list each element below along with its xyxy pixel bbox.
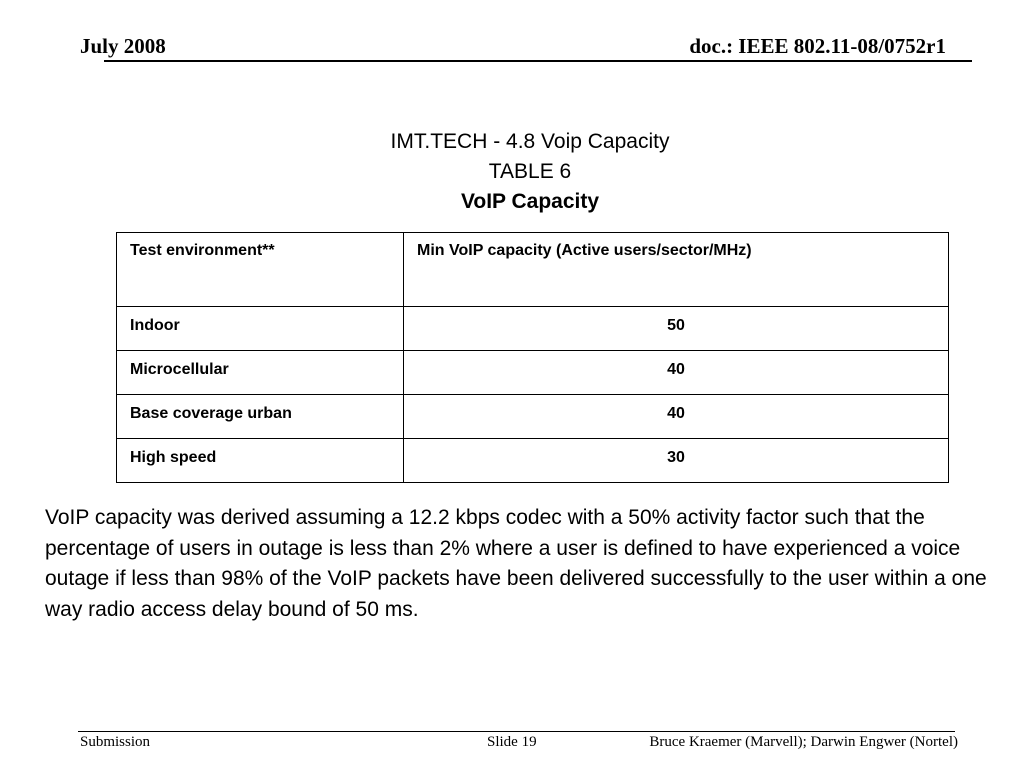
capacity-cell: 50	[404, 307, 949, 351]
voip-capacity-table-wrapper	[116, 232, 948, 483]
slide-title: IMT.TECH - 4.8 Voip Capacity	[390, 130, 670, 153]
capacity-cell: 40	[404, 351, 949, 395]
footer-authors: Bruce Kraemer (Marvell); Darwin Engwer (Nortel)	[649, 734, 958, 750]
footer-slide-number: Slide 19	[487, 734, 537, 750]
column-header-environment: Test environment**	[117, 233, 404, 307]
table-header-row	[117, 233, 949, 307]
table-row	[117, 307, 949, 351]
table-row	[117, 351, 949, 395]
slide-title-block	[0, 127, 1024, 217]
voip-capacity-table	[116, 232, 949, 483]
header-doc-id: doc.: IEEE 802.11-08/0752r1	[689, 34, 946, 58]
footer-submission: Submission	[80, 734, 151, 750]
environment-cell: Microcellular	[117, 351, 404, 395]
environment-cell: Indoor	[117, 307, 404, 351]
column-header-capacity: Min VoIP capacity (Active users/sector/MHz)	[404, 233, 949, 307]
footer-divider	[78, 731, 955, 732]
environment-cell: Base coverage urban	[117, 395, 404, 439]
header-date: July 2008	[80, 34, 166, 58]
table-caption: VoIP Capacity	[460, 190, 600, 213]
capacity-cell: 40	[404, 395, 949, 439]
environment-cell: High speed	[117, 439, 404, 483]
body-paragraph: VoIP capacity was derived assuming a 12.2 kbps codec with a 50% activity factor such that the percentage of users in outage is less than 2% where a user is defined to have experienced a voice outage if less than 98% of the VoIP packets have been delivered successfully to the user within a one way radio access delay bound of 50 ms.	[45, 506, 987, 621]
table-number: TABLE 6	[488, 160, 572, 183]
table-row	[117, 395, 949, 439]
header-divider	[104, 60, 972, 62]
capacity-cell: 30	[404, 439, 949, 483]
table-row	[117, 439, 949, 483]
